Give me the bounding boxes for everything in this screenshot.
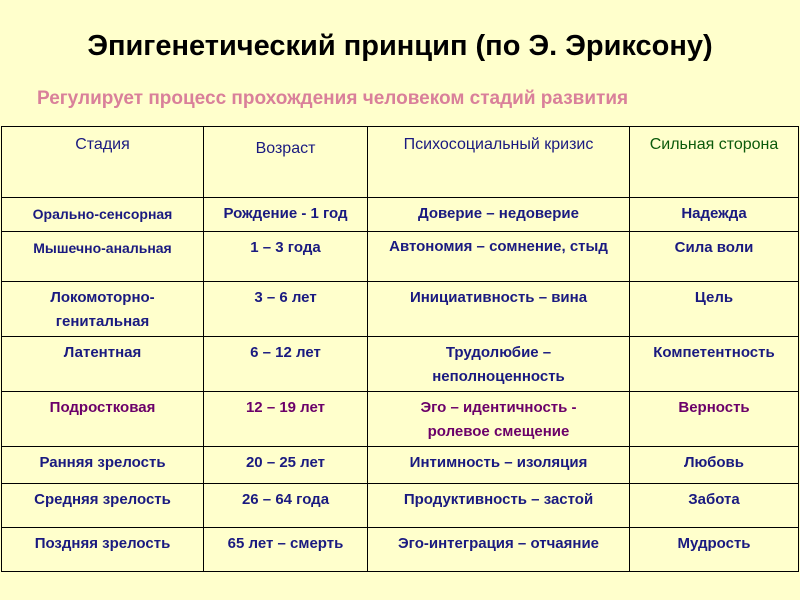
cell-age: Рождение - 1 год — [204, 198, 368, 232]
cell-stage: Латентная — [2, 337, 204, 392]
cell-crisis: Трудолюбие – неполноценность — [368, 337, 630, 392]
cell-stage: Мышечно-анальная — [2, 232, 204, 282]
header-age: Возраст — [204, 127, 368, 198]
cell-strength: Забота — [630, 484, 799, 528]
table-row — [2, 392, 799, 447]
cell-age: 20 – 25 лет — [204, 447, 368, 484]
table-row — [2, 337, 799, 392]
cell-stage: Средняя зрелость — [2, 484, 204, 528]
cell-stage: Локомоторно-генитальная — [2, 282, 204, 337]
cell-stage: Поздняя зрелость — [2, 528, 204, 572]
cell-strength: Мудрость — [630, 528, 799, 572]
cell-strength: Надежда — [630, 198, 799, 232]
cell-age: 65 лет – смерть — [204, 528, 368, 572]
table-header-row — [2, 127, 799, 198]
cell-strength: Сила воли — [630, 232, 799, 282]
cell-crisis: Автономия – сомнение, стыд — [368, 232, 630, 282]
table-row — [2, 447, 799, 484]
table-row — [2, 282, 799, 337]
page-subtitle: Регулирует процесс прохождения человеком стадий развития — [37, 88, 629, 109]
header-stage: Стадия — [2, 127, 204, 198]
table-row — [2, 198, 799, 232]
header-crisis: Психосоциальный кризис — [368, 127, 630, 198]
cell-crisis: Инициативность – вина — [368, 282, 630, 337]
cell-crisis: Интимность – изоляция — [368, 447, 630, 484]
cell-strength: Верность — [630, 392, 799, 447]
cell-strength: Цель — [630, 282, 799, 337]
cell-stage: Подростковая — [2, 392, 204, 447]
cell-age: 12 – 19 лет — [204, 392, 368, 447]
page-title: Эпигенетический принцип (по Э. Эриксону) — [87, 30, 713, 62]
cell-age: 1 – 3 года — [204, 232, 368, 282]
cell-age: 6 – 12 лет — [204, 337, 368, 392]
cell-strength: Любовь — [630, 447, 799, 484]
cell-age: 3 – 6 лет — [204, 282, 368, 337]
table-row — [2, 232, 799, 282]
cell-crisis: Доверие – недоверие — [368, 198, 630, 232]
table-row — [2, 528, 799, 572]
header-strength: Сильная сторона — [630, 127, 799, 198]
cell-stage: Орально-сенсорная — [2, 198, 204, 232]
cell-crisis: Эго-интеграция – отчаяние — [368, 528, 630, 572]
cell-crisis: Продуктивность – застой — [368, 484, 630, 528]
cell-age: 26 – 64 года — [204, 484, 368, 528]
stages-table — [1, 126, 799, 572]
cell-strength: Компетентность — [630, 337, 799, 392]
cell-stage: Ранняя зрелость — [2, 447, 204, 484]
table-row — [2, 484, 799, 528]
cell-crisis: Эго – идентичность - ролевое смещение — [368, 392, 630, 447]
